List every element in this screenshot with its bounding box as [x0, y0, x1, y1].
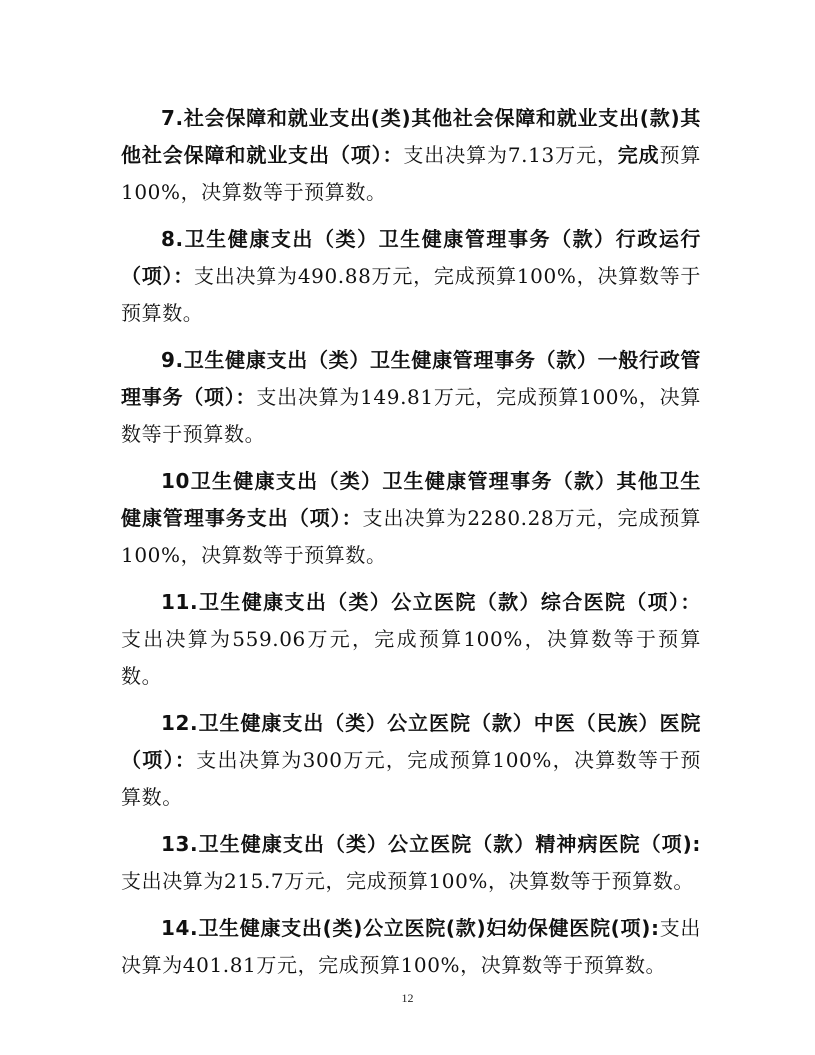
expense-item-heading: 7.社会保障和就业支出(类)其他社会保障和就业支出(款)其他社会保障和就业支出（项）： — [121, 106, 701, 167]
expense-item-heading: 13.卫生健康支出（类）公立医院（款）精神病医院（项): — [161, 832, 701, 856]
expense-item-text-tail: 预算100%，决算数等于预算数。 — [121, 143, 702, 204]
expense-item-text: 支出决算为149.81万元，完成预算100%，决算数等于预算数。 — [121, 385, 701, 446]
expense-item-7 — [121, 100, 701, 211]
expense-item-11 — [121, 584, 701, 695]
page-number: 12 — [401, 991, 414, 1005]
expense-item-emphasis: 完成 — [617, 143, 660, 167]
expense-item-text: 支出决算为490.88万元，完成预算100%，决算数等于预算数。 — [121, 264, 701, 325]
expense-item-text: 支出决算为559.06万元，完成预算100%，决算数等于预算数。 — [121, 627, 701, 688]
expense-item-9 — [121, 342, 701, 453]
expense-item-heading: 8.卫生健康支出（类）卫生健康管理事务（款）行政运行（项）： — [121, 227, 701, 288]
expense-item-heading: 11.卫生健康支出（类）公立医院（款）综合医院（项）： — [161, 590, 701, 614]
expense-item-13 — [121, 826, 701, 900]
expense-item-text: 支出决算为215.7万元，完成预算100%，决算数等于预算数。 — [121, 869, 695, 893]
expense-item-text: 支出决算为401.81万元，完成预算100%，决算数等于预算数。 — [121, 916, 702, 977]
expense-item-heading: 9.卫生健康支出（类）卫生健康管理事务（款）一般行政管理事务（项）： — [121, 348, 701, 409]
expense-item-12 — [121, 705, 701, 816]
expense-item-heading: 12.卫生健康支出（类）公立医院（款）中医（民族）医院（项）： — [121, 711, 701, 772]
expense-item-14 — [121, 910, 701, 984]
expense-item-10 — [121, 463, 701, 574]
document-body — [121, 100, 701, 994]
expense-item-text: 支出决算为300万元，完成预算100%，决算数等于预算数。 — [121, 748, 702, 809]
expense-item-heading: 14.卫生健康支出(类)公立医院(款)妇幼保健医院(项): — [161, 916, 660, 940]
expense-item-text: 支出决算为2280.28万元，完成预算100%，决算数等于预算数。 — [121, 506, 701, 567]
expense-item-8 — [121, 221, 701, 332]
expense-item-heading: 10卫生健康支出（类）卫生健康管理事务（款）其他卫生健康管理事务支出（项）： — [121, 469, 701, 530]
expense-item-text: 支出决算为7.13万元， — [403, 143, 618, 167]
